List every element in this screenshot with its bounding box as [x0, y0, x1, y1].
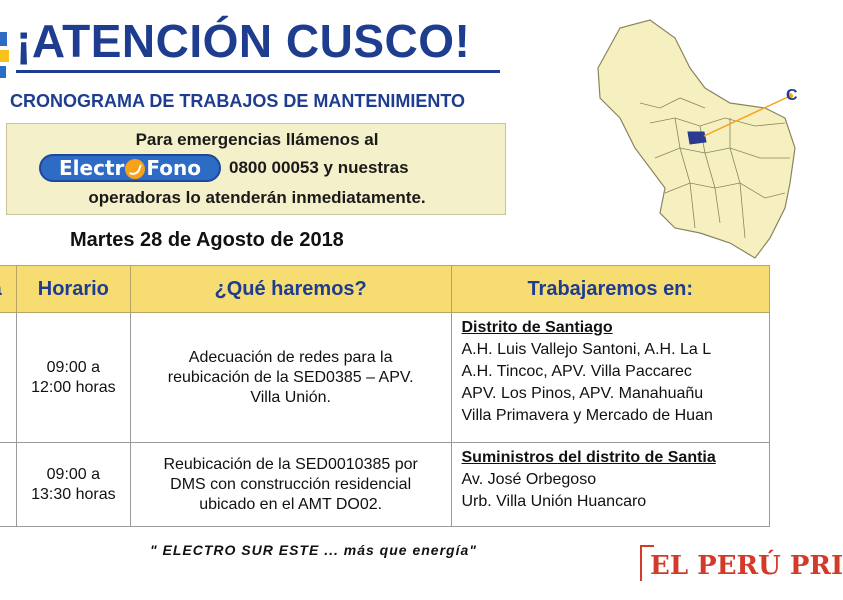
electrofono-right: Fono [146, 156, 201, 180]
phone-icon [125, 159, 145, 179]
horario-line: 09:00 a [46, 358, 101, 376]
header-que-haremos: ¿Qué haremos? [130, 266, 451, 313]
task-line: DMS con construcción residencial [170, 475, 412, 493]
schedule-date: Martes 28 de Agosto de 2018 [70, 229, 344, 251]
task-line: reubicación de la SED0385 – APV. [167, 368, 414, 386]
horario-line: 09:00 a [46, 465, 101, 483]
district-heading: Distrito de Santiago [461, 319, 613, 336]
cell-horario [16, 313, 130, 443]
table-row [0, 443, 770, 527]
horario-line: 13:30 horas [31, 485, 116, 503]
emergency-line-2 [39, 154, 409, 182]
page-title: ¡ATENCIÓN CUSCO! [16, 15, 471, 67]
place-line: Urb. Villa Unión Huancaro [461, 493, 647, 510]
cell-trabajaremos-en [451, 443, 770, 527]
emergency-line-1: Para emergencias llámenos al [135, 130, 379, 149]
place-line: Av. José Orbegoso [461, 471, 597, 488]
footer-slogan: " ELECTRO SUR ESTE ... más que energía" [150, 542, 477, 558]
cell-dia [0, 443, 16, 527]
place-line: A.H. Tincoc, APV. Villa Paccarec [461, 363, 692, 380]
cell-trabajaremos-en [451, 313, 770, 443]
task-line: ubicado en el AMT DO02. [199, 495, 383, 513]
cell-horario [16, 443, 130, 527]
emergency-box [6, 123, 506, 215]
task-line: Reubicación de la SED0010385 por [163, 455, 418, 473]
horario-line: 12:00 horas [31, 378, 116, 396]
place-line: APV. Los Pinos, APV. Manahuañu [461, 385, 704, 402]
title-underline [16, 70, 500, 73]
brand-text: EL PERÚ PRI [650, 551, 843, 581]
company-logo-fragment [0, 30, 12, 80]
table-header-row [0, 266, 770, 313]
electrofono-left: Electr [59, 156, 125, 180]
place-line: A.H. Luis Vallejo Santoni, A.H. La L [461, 341, 712, 358]
cell-que-haremos [130, 443, 451, 527]
district-heading: Suministros del distrito de Santia [461, 449, 716, 466]
electrofono-logo [39, 154, 221, 182]
cusco-region-map [580, 8, 800, 258]
schedule-table [0, 265, 770, 527]
table-row [0, 313, 770, 443]
cell-que-haremos [130, 313, 451, 443]
task-line: Adecuación de redes para la [188, 348, 393, 366]
emergency-line-3: operadoras lo atenderán inmediatamente. [88, 188, 426, 207]
place-line: Villa Primavera y Mercado de Huan [461, 407, 713, 424]
header-horario: Horario [16, 266, 130, 313]
header-trabajaremos-en: Trabajaremos en: [451, 266, 770, 313]
emergency-phone: 0800 00053 y nuestras [229, 158, 409, 177]
cell-dia [0, 313, 16, 443]
task-line: Villa Unión. [250, 388, 331, 406]
map-city-label: C [786, 87, 798, 104]
header-dia [0, 266, 16, 313]
page-subtitle: CRONOGRAMA DE TRABAJOS DE MANTENIMIENTO [10, 91, 466, 111]
